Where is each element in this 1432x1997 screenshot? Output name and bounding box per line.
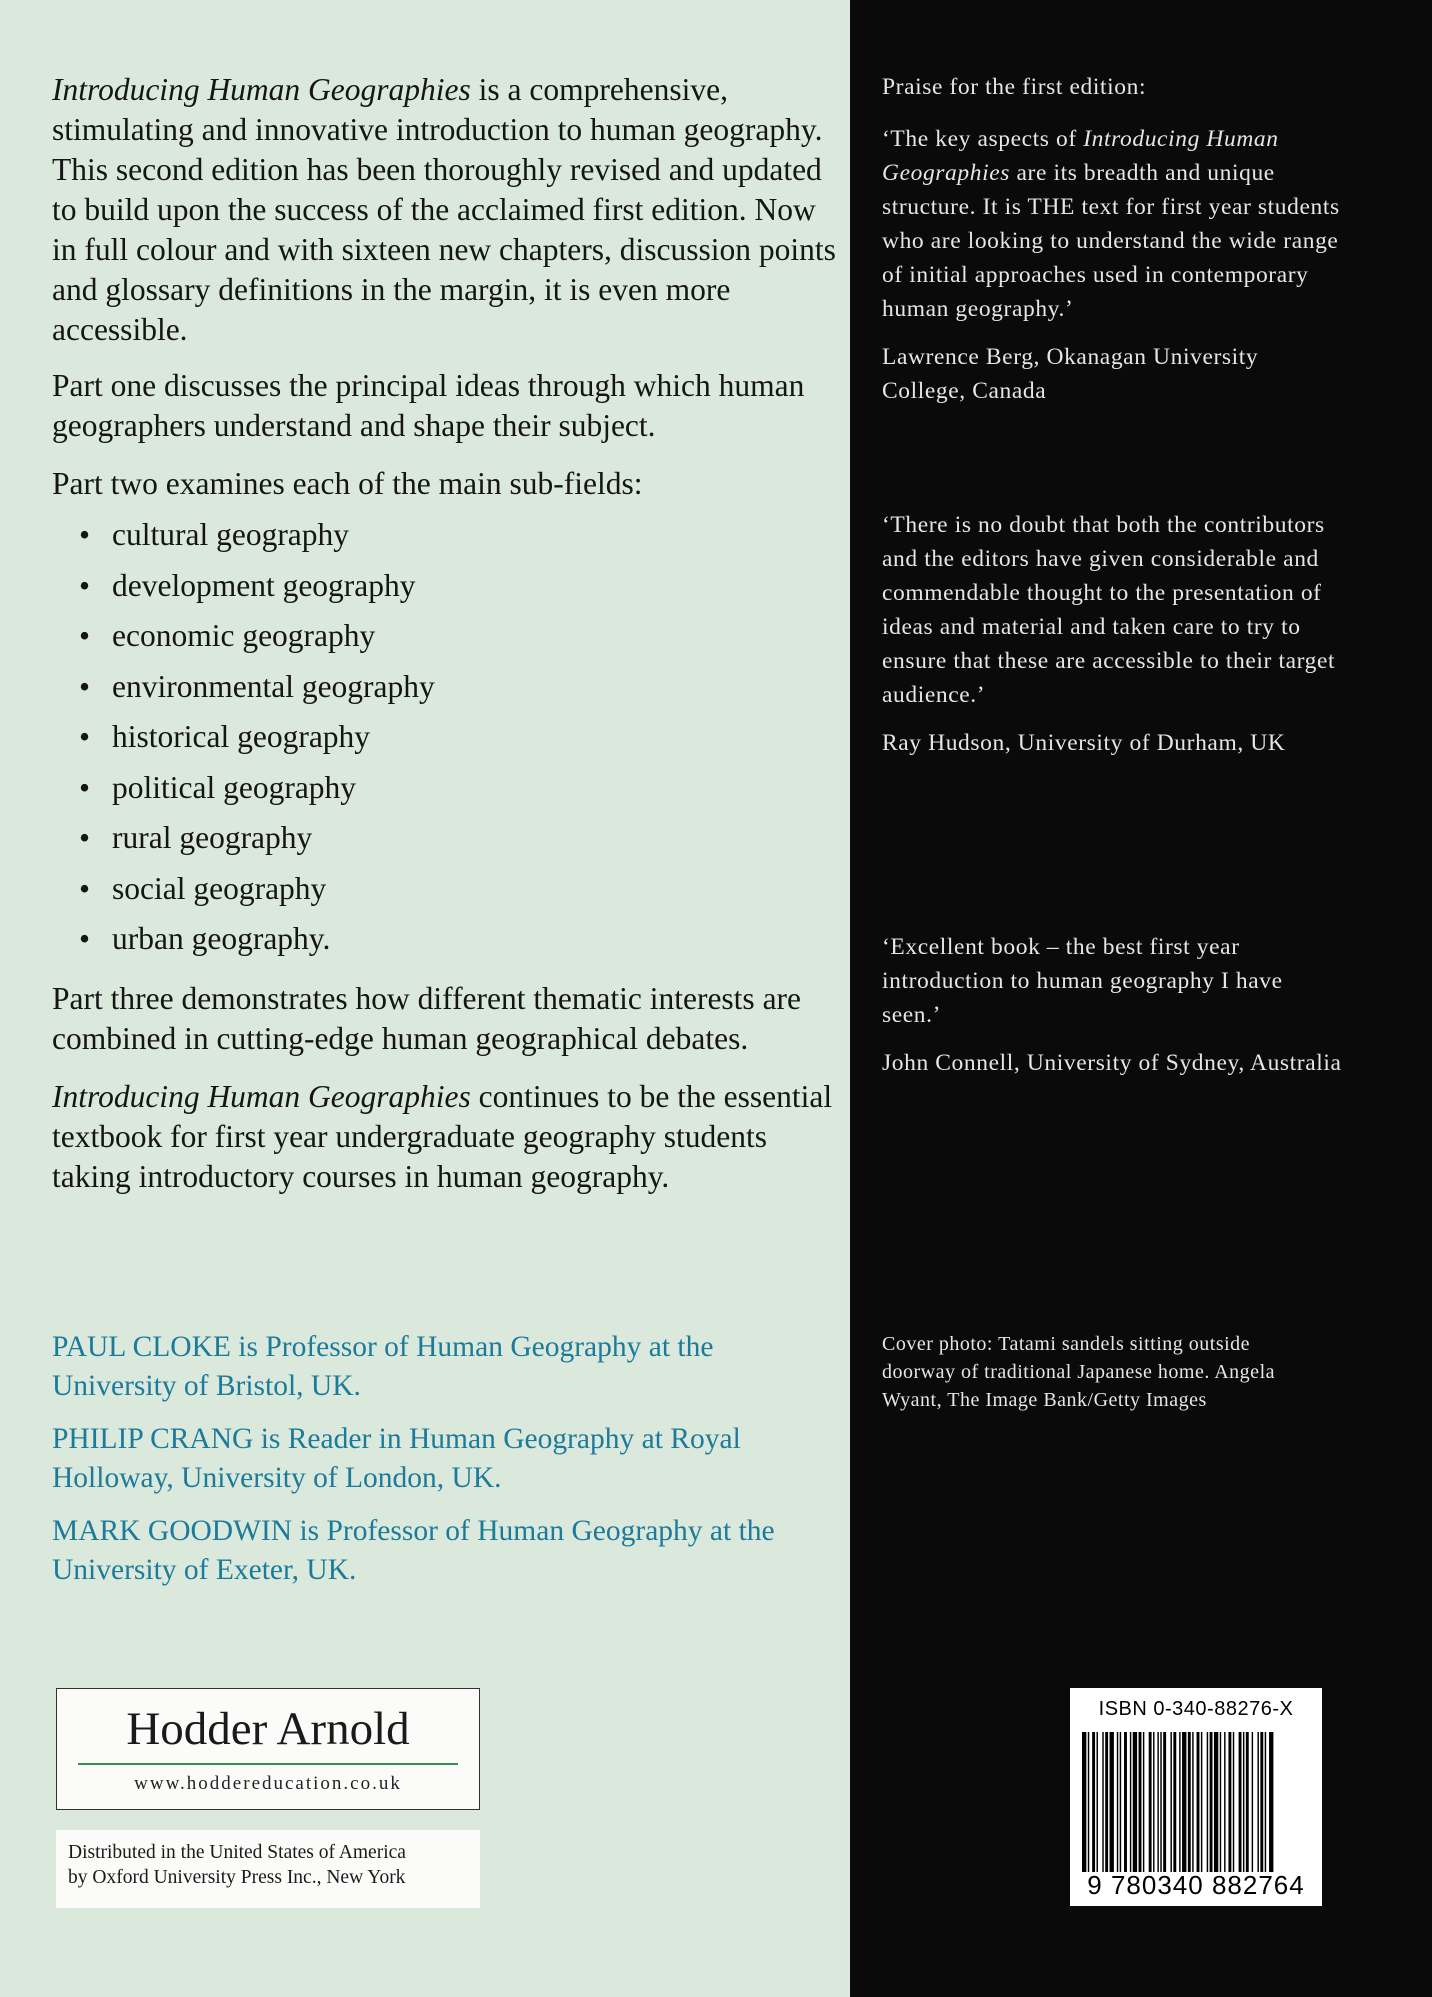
- barcode-bar: [1201, 1732, 1202, 1872]
- barcode-bar: [1120, 1732, 1121, 1872]
- description-paragraph-1: [52, 70, 837, 350]
- praise-quote: ‘The key aspects of Introducing Human Geographies are its breadth and unique structure. It is THE text for first year students who are looking to understand the wide range of initial approaches used in contemporary human geography.’: [882, 126, 1340, 322]
- isbn-label: ISBN 0-340-88276-X: [1098, 1698, 1294, 1720]
- praise-heading: Praise for the first edition:: [882, 74, 1147, 100]
- list-item: • development geography: [52, 561, 837, 612]
- cover-photo-credit: Cover photo: Tatami sandels sitting outside doorway of traditional Japanese home. Angela Wyant, The Image Bank/Getty Images: [882, 1333, 1275, 1411]
- barcode-icon: [1080, 1732, 1312, 1872]
- bullet-icon: •: [79, 517, 91, 552]
- barcode-bar: [1257, 1732, 1258, 1872]
- list-item: • economic geography: [52, 611, 837, 662]
- bullet-icon: •: [79, 820, 91, 855]
- distribution-line-1: Distributed in the United States of America: [68, 1842, 406, 1863]
- bullet-icon: •: [79, 567, 91, 603]
- barcode-bar: [1153, 1732, 1154, 1872]
- barcode-bar: [1143, 1732, 1144, 1872]
- barcode-bar: [1163, 1732, 1166, 1872]
- barcode-bar: [1149, 1732, 1152, 1872]
- list-item: • cultural geography: [52, 510, 837, 561]
- barcode-bar: [1228, 1732, 1231, 1872]
- barcode-bar: [1117, 1732, 1118, 1872]
- barcode-bar: [1239, 1732, 1242, 1872]
- list-item: • social geography: [52, 864, 837, 915]
- author-bio: MARK GOODWIN is Professor of Human Geography at the University of Exeter, UK.: [52, 1515, 775, 1586]
- barcode-bar: [1265, 1732, 1266, 1872]
- barcode-bar: [1088, 1732, 1089, 1872]
- book-title-italic: Introducing Human Geographies: [52, 1078, 471, 1114]
- barcode-bar: [1220, 1732, 1221, 1872]
- publisher-rule: [78, 1763, 458, 1765]
- barcode-bar: [1139, 1732, 1142, 1872]
- praise-quote-block-2: [882, 508, 1342, 760]
- praise-attribution: Lawrence Berg, Okanagan University College, Canada: [882, 344, 1259, 404]
- book-title-italic: Introducing Human Geographies: [52, 72, 471, 107]
- barcode-panel: [1070, 1688, 1322, 1906]
- praise-quote: ‘Excellent book – the best first year introduction to human geography I have seen.’: [882, 934, 1283, 1028]
- barcode-bar: [1192, 1732, 1193, 1872]
- list-item: • environmental geography: [52, 662, 837, 713]
- list-item: • rural geography: [52, 813, 837, 864]
- barcode-bar: [1110, 1732, 1114, 1872]
- bullet-icon: •: [79, 769, 91, 805]
- praise-quote-block-1: [882, 122, 1342, 408]
- list-item: • historical geography: [52, 712, 837, 763]
- bullet-icon: •: [79, 870, 91, 906]
- barcode-bar: [1243, 1732, 1244, 1872]
- subfield-list: [52, 510, 837, 965]
- bullet-icon: •: [79, 719, 91, 754]
- barcode-bar: [1252, 1732, 1253, 1872]
- barcode-bar: [1170, 1732, 1171, 1872]
- barcode-bar: [1124, 1732, 1127, 1872]
- barcode-bar: [1246, 1732, 1249, 1872]
- bullet-icon: •: [79, 668, 91, 704]
- barcode-bar: [1102, 1732, 1103, 1872]
- author-bio: PHILIP CRANG is Reader in Human Geography at Royal Holloway, University of London, UK.: [52, 1423, 741, 1494]
- barcode-bar: [1092, 1732, 1095, 1872]
- barcode-bar: [1082, 1732, 1086, 1872]
- author-bio: PAUL CLOKE is Professor of Human Geography at the University of Bristol, UK.: [52, 1331, 714, 1402]
- distribution-note: [56, 1830, 480, 1908]
- barcode-bar: [1157, 1732, 1158, 1872]
- barcode-bar: [1097, 1732, 1098, 1872]
- praise-heading-block: [882, 70, 1342, 122]
- barcode-bar: [1182, 1732, 1186, 1872]
- book-description: [52, 70, 837, 1215]
- bullet-icon: •: [79, 921, 91, 956]
- quoted-book-title: Introducing Human Geographies: [882, 126, 1279, 186]
- barcode-bar: [1197, 1732, 1200, 1872]
- barcode-bar: [1269, 1732, 1273, 1872]
- praise-attribution: John Connell, University of Sydney, Australia: [882, 1050, 1342, 1076]
- description-paragraph-2: Part one discusses the principal ideas through which human geographers understand and shape their subject.: [52, 368, 805, 443]
- barcode-bar: [1233, 1732, 1234, 1872]
- barcode-bar: [1173, 1732, 1176, 1872]
- praise-attribution: Ray Hudson, University of Durham, UK: [882, 730, 1286, 756]
- barcode-bar: [1260, 1732, 1263, 1872]
- bullet-icon: •: [79, 618, 91, 653]
- list-item: • urban geography.: [52, 914, 837, 965]
- barcode-bar: [1133, 1732, 1137, 1872]
- barcode-bar: [1210, 1732, 1213, 1872]
- distribution-line-2: by Oxford University Press Inc., New York: [68, 1867, 406, 1888]
- description-paragraph-4: Part three demonstrates how different thematic interests are combined in cutting-edge human geographical debates.: [52, 980, 802, 1056]
- description-paragraph-5: [52, 1077, 837, 1197]
- barcode-bar: [1179, 1732, 1180, 1872]
- barcode-bar: [1207, 1732, 1208, 1872]
- publisher-name: Hodder Arnold: [126, 1703, 410, 1755]
- barcode-bar: [1214, 1732, 1218, 1872]
- publisher-logo-box: [56, 1688, 480, 1810]
- publisher-url: www.hoddereducation.co.uk: [134, 1773, 402, 1794]
- praise-quote-block-3: [882, 930, 1342, 1080]
- description-paragraph-3: Part two examines each of the main sub-fields:: [52, 466, 643, 501]
- barcode-bar: [1188, 1732, 1191, 1872]
- barcode-bar: [1130, 1732, 1131, 1872]
- praise-quote: ‘There is no doubt that both the contributors and the editors have given considerable and commendable thought to the presentation of ideas and material and taken care to try to ensure that these are accessible to their target audience.’: [882, 512, 1336, 708]
- barcode-bar: [1160, 1732, 1161, 1872]
- barcode-bar: [1224, 1732, 1225, 1872]
- barcode-bar: [1105, 1732, 1108, 1872]
- description-paragraph-1-text: is a comprehensive, stimulating and innovative introduction to human geography. This second edition has been thoroughly revised and updated to build upon the success of the acclaimed first edition. Now in full colour and with sixteen new chapters, discussion points and glossary definitions in the margin, it is even more accessible.: [52, 72, 836, 347]
- ean-number: 9 780340 882764: [1087, 1870, 1305, 1900]
- description-paragraph-5-text: continues to be the essential textbook for first year undergraduate geography students taking introductory courses in human geography.: [52, 1078, 833, 1194]
- list-item: • political geography: [52, 763, 837, 814]
- author-bios: [52, 1328, 837, 1604]
